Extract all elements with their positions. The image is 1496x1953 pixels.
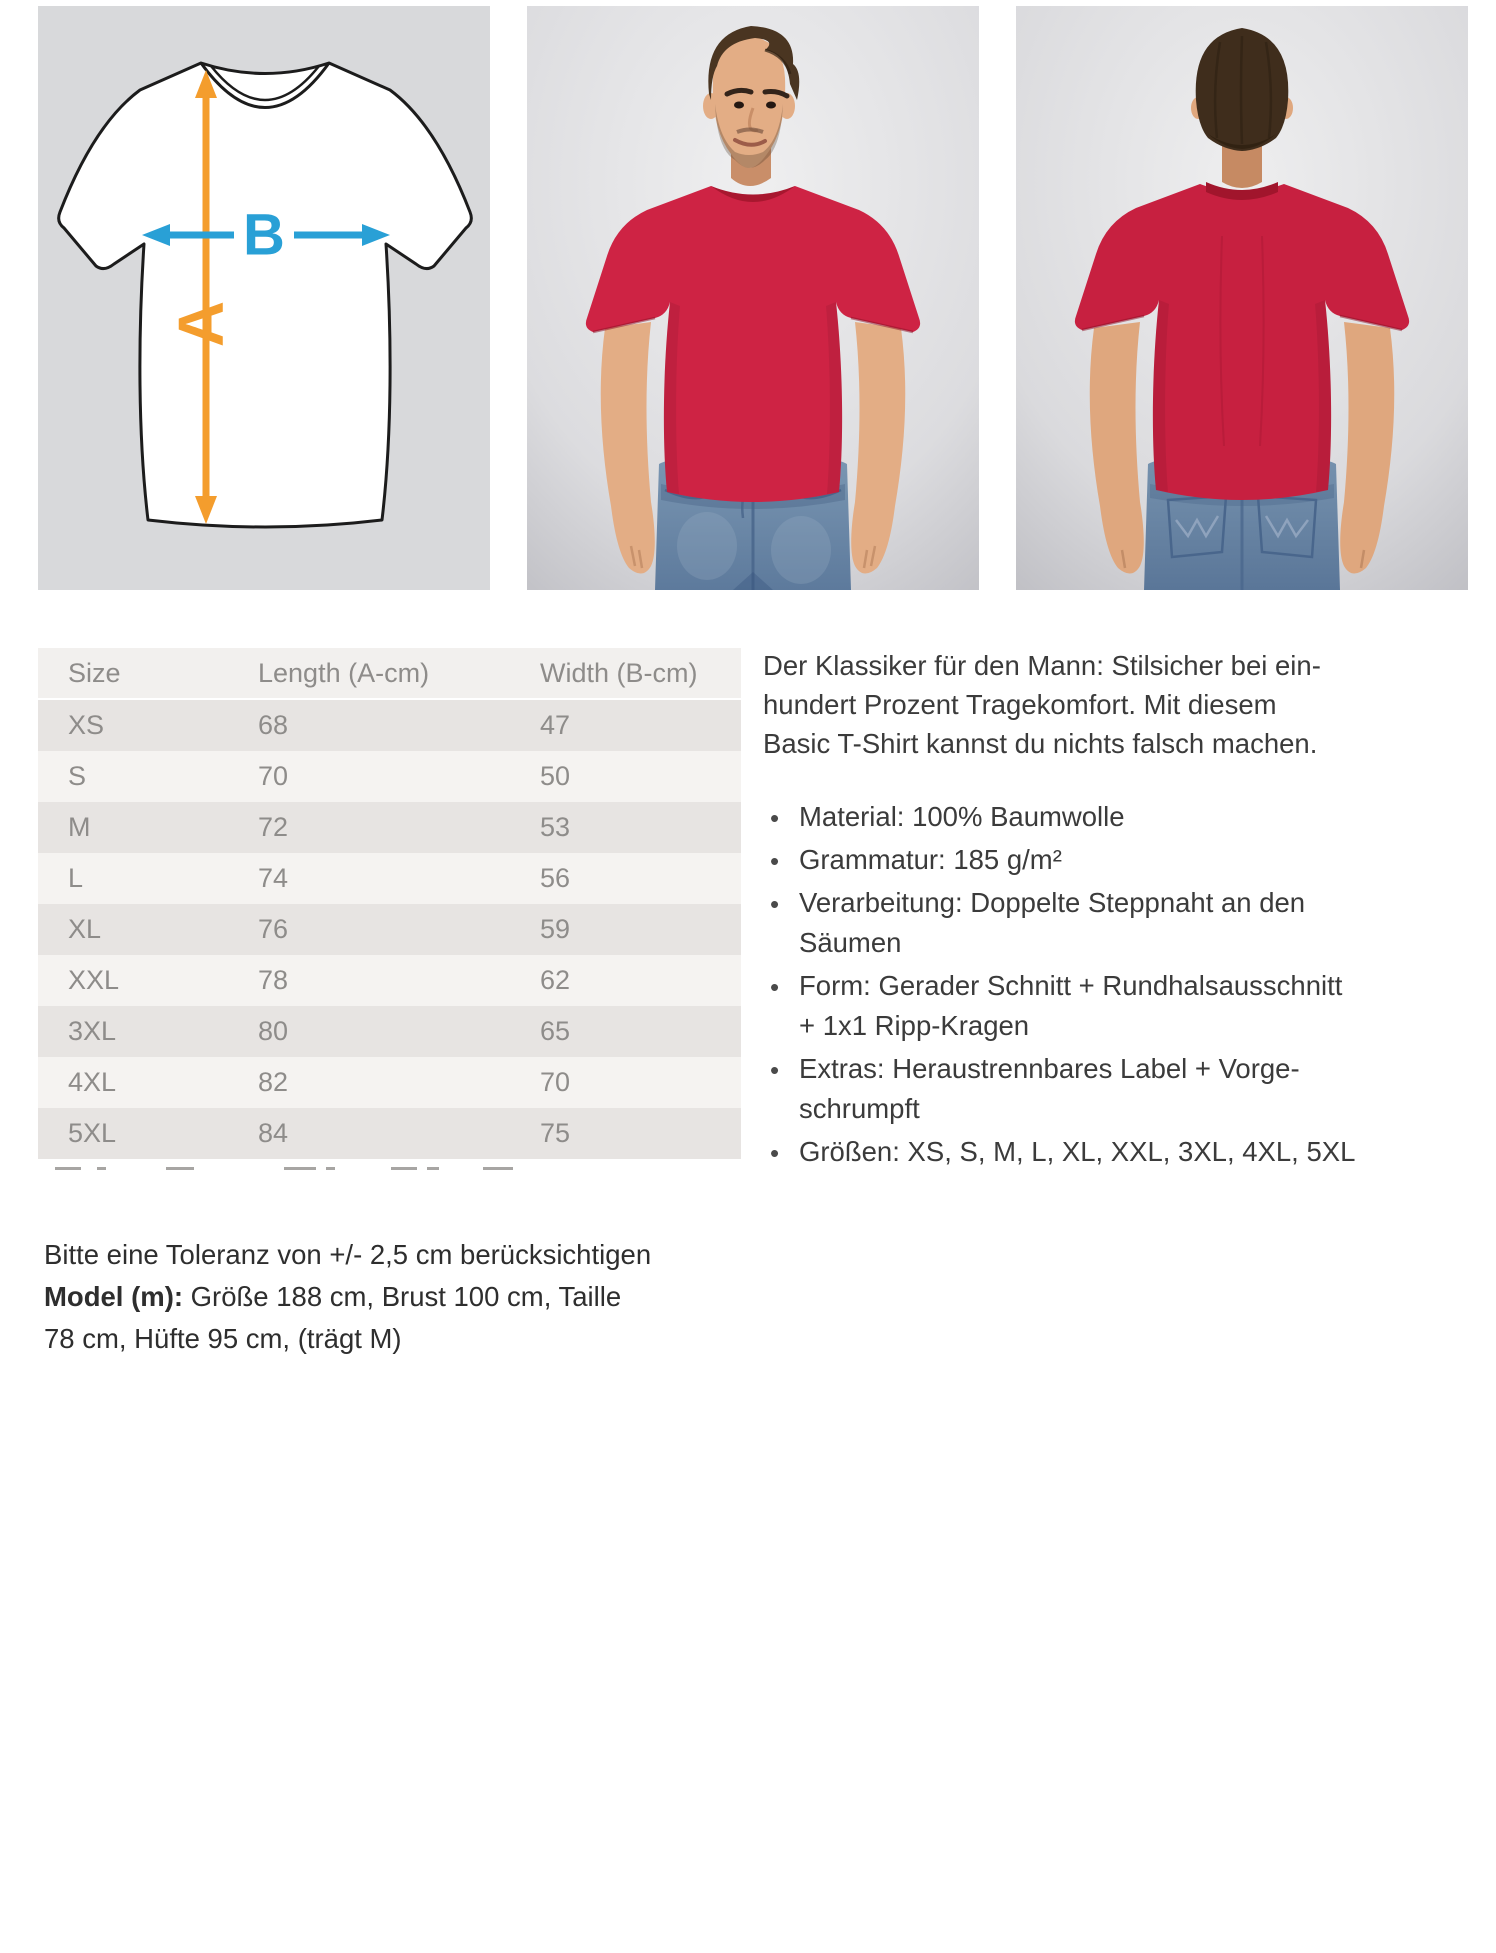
cell-length: 82 — [258, 1067, 289, 1097]
table-row — [38, 1057, 741, 1108]
table-row — [38, 1108, 741, 1159]
cell-size: 4XL — [68, 1067, 117, 1097]
bullet-item-material: • Material: 100% Baumwolle — [763, 797, 1435, 837]
cell-length: 78 — [258, 965, 289, 995]
cell-width: 59 — [540, 914, 571, 944]
intro-line: Der Klassiker für den Mann: Stilsicher bei ein- — [763, 650, 1321, 681]
cell-width: 50 — [540, 761, 571, 791]
col-header-length: Length (A-cm) — [258, 657, 430, 688]
cell-width: 65 — [540, 1016, 571, 1046]
col-header-width: Width (B-cm) — [540, 657, 698, 688]
bullet-item-verarbeitung: • Verarbeitung: Doppelte Steppnaht an den Säumen — [763, 883, 1435, 963]
bullet-item-grammatur: • Grammatur: 185 g/m² — [763, 840, 1435, 880]
table-row — [38, 955, 741, 1006]
measurement-notes — [44, 1234, 684, 1360]
table-row — [38, 904, 741, 955]
cell-length: 68 — [258, 710, 289, 740]
cell-width: 47 — [540, 710, 571, 740]
cell-size: XS — [68, 710, 105, 740]
cell-size: XL — [68, 914, 102, 944]
cell-width: 62 — [540, 965, 571, 995]
table-row — [38, 853, 741, 904]
cell-size: 5XL — [68, 1118, 117, 1148]
cell-length: 76 — [258, 914, 289, 944]
model-front-image — [527, 6, 979, 590]
cell-size: M — [68, 812, 91, 842]
cell-size: L — [68, 863, 84, 893]
cell-length: 80 — [258, 1016, 289, 1046]
cell-size: S — [68, 761, 87, 791]
cell-width: 56 — [540, 863, 571, 893]
clipped-text-fragments — [55, 1167, 513, 1171]
model-back-illustration — [1016, 6, 1468, 590]
bullet-item-form: • Form: Gerader Schnitt + Rundhalsausschnitt + 1x1 Ripp-Kragen — [763, 966, 1435, 1046]
model-info-rest: Größe 188 cm, Brust 100 cm, Taille — [183, 1281, 622, 1312]
table-header-row — [38, 648, 741, 700]
cell-length: 70 — [258, 761, 289, 791]
cell-length: 74 — [258, 863, 289, 893]
model-back-image — [1016, 6, 1468, 590]
cell-size: XXL — [68, 965, 120, 995]
cell-length: 72 — [258, 812, 289, 842]
model-info-line2: 78 cm, Hüfte 95 cm, (trägt M) — [44, 1323, 402, 1354]
tshirt-measure-diagram — [38, 6, 490, 590]
intro-line: Basic T-Shirt kannst du nichts falsch machen. — [763, 728, 1318, 759]
bullet-item-extras: • Extras: Heraustrennbares Label + Vorge- schrumpft — [763, 1049, 1435, 1129]
description-intro — [763, 646, 1435, 763]
cell-length: 84 — [258, 1118, 289, 1148]
cell-size: 3XL — [68, 1016, 117, 1046]
size-diagram-image — [38, 6, 490, 590]
model-info-line1 — [44, 1276, 684, 1318]
table-row — [38, 700, 741, 751]
model-front-illustration — [527, 6, 979, 590]
table-row — [38, 802, 741, 853]
col-header-size: Size — [68, 657, 121, 688]
table-row — [38, 1006, 741, 1057]
size-table — [38, 648, 741, 1159]
label-b: B — [243, 202, 285, 268]
intro-line: hundert Prozent Tragekomfort. Mit diesem — [763, 689, 1277, 720]
feature-bullet-list — [763, 797, 1435, 1172]
cell-width: 53 — [540, 812, 571, 842]
cell-width: 75 — [540, 1118, 571, 1148]
model-label: Model (m): — [44, 1281, 184, 1312]
label-a: A — [164, 300, 237, 348]
product-description — [763, 646, 1435, 1175]
bullet-item-groessen: • Größen: XS, S, M, L, XL, XXL, 3XL, 4XL, 5XL — [763, 1132, 1435, 1172]
table-row — [38, 751, 741, 802]
cell-width: 70 — [540, 1067, 571, 1097]
tolerance-note: Bitte eine Toleranz von +/- 2,5 cm berücksichtigen — [44, 1239, 652, 1270]
